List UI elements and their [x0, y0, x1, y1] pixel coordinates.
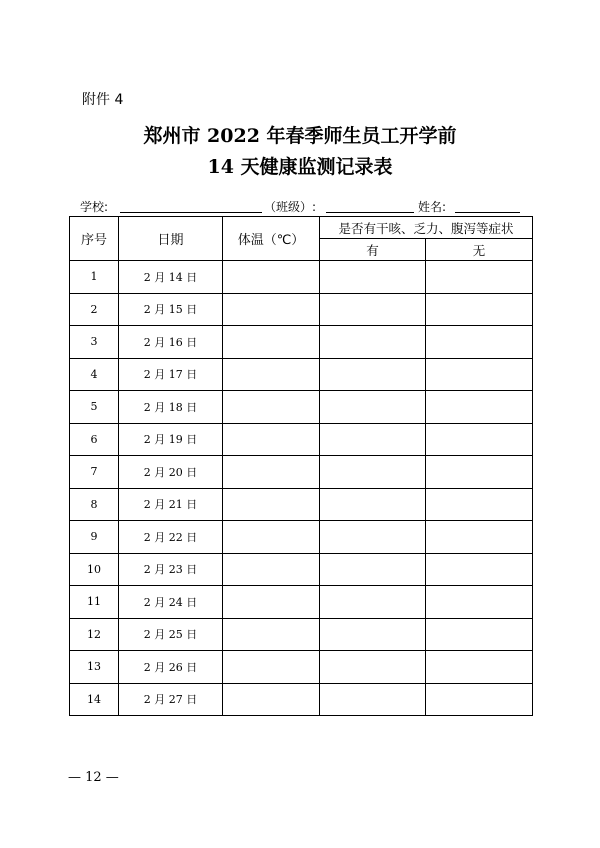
- symptoms-no-cell[interactable]: [426, 618, 533, 651]
- table-row: [70, 553, 533, 586]
- symptoms-yes-cell[interactable]: [320, 261, 426, 294]
- temperature-cell[interactable]: [223, 391, 320, 424]
- row-date: 2 月 26 日: [119, 651, 223, 684]
- temperature-cell[interactable]: [223, 553, 320, 586]
- temperature-cell[interactable]: [223, 456, 320, 489]
- symptoms-yes-cell[interactable]: [320, 391, 426, 424]
- row-date: 2 月 18 日: [119, 391, 223, 424]
- symptoms-no-cell[interactable]: [426, 358, 533, 391]
- temperature-cell[interactable]: [223, 488, 320, 521]
- document-title-line2: 14 天健康监测记录表: [207, 156, 393, 178]
- class-label: （班级）:: [264, 200, 317, 214]
- health-record-table: [69, 216, 533, 716]
- symptoms-no-cell[interactable]: [426, 521, 533, 554]
- row-index: 13: [70, 651, 119, 684]
- temperature-cell[interactable]: [223, 326, 320, 359]
- temperature-cell[interactable]: [223, 521, 320, 554]
- table-row: [70, 586, 533, 619]
- row-date: 2 月 24 日: [119, 586, 223, 619]
- table-row: [70, 293, 533, 326]
- temperature-cell[interactable]: [223, 358, 320, 391]
- class-field[interactable]: [326, 212, 414, 213]
- school-label: 学校:: [80, 200, 109, 214]
- symptoms-yes-cell[interactable]: [320, 553, 426, 586]
- symptoms-no-cell[interactable]: [426, 391, 533, 424]
- row-index: 2: [70, 293, 119, 326]
- symptoms-yes-cell[interactable]: [320, 326, 426, 359]
- symptoms-yes-cell[interactable]: [320, 293, 426, 326]
- symptoms-no-cell[interactable]: [426, 326, 533, 359]
- name-label: 姓名:: [418, 200, 447, 214]
- table-row: [70, 683, 533, 716]
- table-row: [70, 423, 533, 456]
- row-date: 2 月 27 日: [119, 683, 223, 716]
- row-date: 2 月 23 日: [119, 553, 223, 586]
- temperature-cell[interactable]: [223, 586, 320, 619]
- symptoms-no-cell[interactable]: [426, 261, 533, 294]
- form-info-row: [80, 198, 530, 216]
- table-row: [70, 261, 533, 294]
- row-index: 5: [70, 391, 119, 424]
- row-date: 2 月 17 日: [119, 358, 223, 391]
- table-row: [70, 391, 533, 424]
- symptoms-no-cell[interactable]: [426, 423, 533, 456]
- header-no: 无: [426, 239, 533, 261]
- temperature-cell[interactable]: [223, 423, 320, 456]
- symptoms-no-cell[interactable]: [426, 456, 533, 489]
- row-index: 12: [70, 618, 119, 651]
- temperature-cell[interactable]: [223, 261, 320, 294]
- row-index: 8: [70, 488, 119, 521]
- row-index: 9: [70, 521, 119, 554]
- row-date: 2 月 22 日: [119, 521, 223, 554]
- row-date: 2 月 21 日: [119, 488, 223, 521]
- symptoms-yes-cell[interactable]: [320, 358, 426, 391]
- symptoms-no-cell[interactable]: [426, 586, 533, 619]
- row-index: 6: [70, 423, 119, 456]
- table-row: [70, 488, 533, 521]
- symptoms-no-cell[interactable]: [426, 293, 533, 326]
- table-row: [70, 358, 533, 391]
- header-yes: 有: [320, 239, 426, 261]
- page-number: — 12 —: [68, 770, 119, 785]
- row-date: 2 月 15 日: [119, 293, 223, 326]
- attachment-label: 附件 4: [82, 92, 124, 108]
- header-date: 日期: [119, 217, 223, 261]
- symptoms-yes-cell[interactable]: [320, 488, 426, 521]
- row-date: 2 月 16 日: [119, 326, 223, 359]
- temperature-cell[interactable]: [223, 293, 320, 326]
- table-row: [70, 651, 533, 684]
- temperature-cell[interactable]: [223, 683, 320, 716]
- symptoms-yes-cell[interactable]: [320, 651, 426, 684]
- symptoms-yes-cell[interactable]: [320, 618, 426, 651]
- header-index: 序号: [70, 217, 119, 261]
- symptoms-yes-cell[interactable]: [320, 683, 426, 716]
- symptoms-no-cell[interactable]: [426, 683, 533, 716]
- symptoms-yes-cell[interactable]: [320, 521, 426, 554]
- row-index: 3: [70, 326, 119, 359]
- school-field[interactable]: [120, 212, 262, 213]
- row-index: 14: [70, 683, 119, 716]
- table-row: [70, 456, 533, 489]
- symptoms-no-cell[interactable]: [426, 488, 533, 521]
- row-index: 7: [70, 456, 119, 489]
- header-temperature: 体温（℃）: [223, 217, 320, 261]
- row-date: 2 月 14 日: [119, 261, 223, 294]
- row-index: 11: [70, 586, 119, 619]
- row-index: 10: [70, 553, 119, 586]
- row-date: 2 月 19 日: [119, 423, 223, 456]
- name-field[interactable]: [455, 212, 520, 213]
- table-row: [70, 326, 533, 359]
- row-date: 2 月 20 日: [119, 456, 223, 489]
- temperature-cell[interactable]: [223, 651, 320, 684]
- table-row: [70, 618, 533, 651]
- row-date: 2 月 25 日: [119, 618, 223, 651]
- table-row: [70, 521, 533, 554]
- row-index: 4: [70, 358, 119, 391]
- symptoms-no-cell[interactable]: [426, 651, 533, 684]
- document-title-line1: 郑州市 2022 年春季师生员工开学前: [143, 125, 457, 147]
- symptoms-yes-cell[interactable]: [320, 423, 426, 456]
- symptoms-no-cell[interactable]: [426, 553, 533, 586]
- temperature-cell[interactable]: [223, 618, 320, 651]
- row-index: 1: [70, 261, 119, 294]
- header-symptoms: 是否有干咳、乏力、腹泻等症状: [320, 217, 533, 239]
- symptoms-yes-cell[interactable]: [320, 456, 426, 489]
- symptoms-yes-cell[interactable]: [320, 586, 426, 619]
